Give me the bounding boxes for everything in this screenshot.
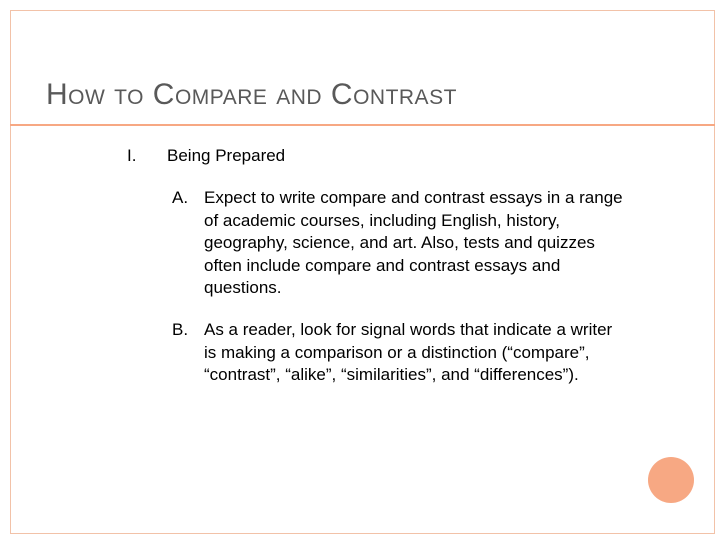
outline-item-label: Being Prepared <box>167 146 286 165</box>
title-divider <box>10 124 715 126</box>
subitem-a-text: Expect to write compare and contrast essays in a range of academic courses, including English, history, geography, science, and art. Also, tests and quizzes often include compare and contrast essays and questions. <box>204 188 623 297</box>
subitem-b-letter: B. <box>172 320 189 339</box>
subitem-a <box>172 187 624 300</box>
slide-title: How to Compare and Contrast <box>46 78 457 111</box>
subitem-b-text: As a reader, look for signal words that indicate a writer is making a comparison or a distinction (“compare”, “contrast”, “alike”, “similarities”, and “differences”). <box>204 320 613 384</box>
outline-item-number: I. <box>127 146 137 165</box>
subitem-a-letter: A. <box>172 188 189 207</box>
decorative-circle <box>648 457 694 503</box>
subitem-b <box>172 319 624 387</box>
outline-item-1 <box>127 146 285 166</box>
